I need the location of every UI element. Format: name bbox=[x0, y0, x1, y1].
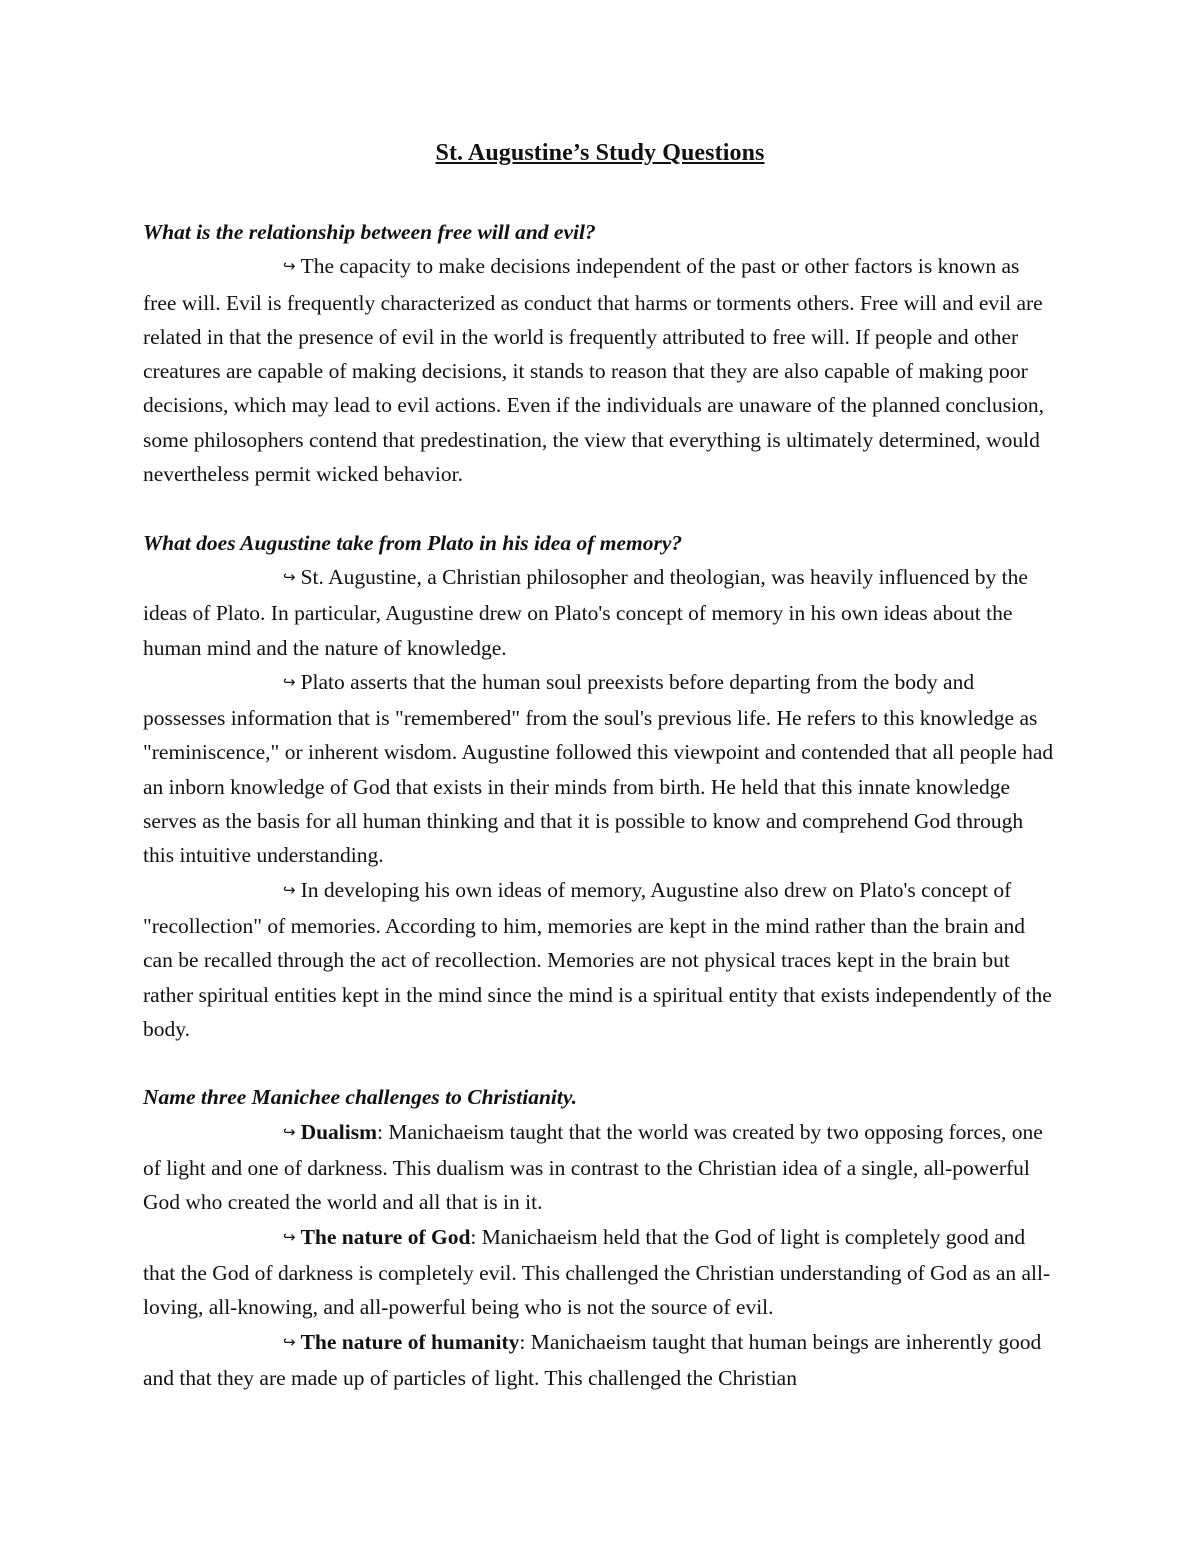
answer-3-3-text: : Manichaeism taught that human beings are inherently good and that they are made up of particles of light. This challenged the Christian bbox=[143, 1329, 1042, 1390]
answer-1-text: The capacity to make decisions independent of the past or other factors is known as free will. Evil is frequently characterized as conduct that harms or torments others. Free will and evil are related in that the presence of evil in the world is frequently attributed to free will. If people and other creatures are capable of making decisions, it stands to reason that they are also capable of making poor decisions, which may lead to evil actions. Even if the individuals are unaware of the planned conclusion, some philosophers contend that predestination, the view that everything is ultimately determined, would nevertheless permit wicked behavior. bbox=[143, 254, 1044, 487]
answer-2-2-text: Plato asserts that the human soul preexists before departing from the body and possesses information that is "remembered" from the soul's previous life. He refers to this knowledge as "reminiscence," or inherent wisdom. Augustine followed this viewpoint and contended that all people had an inborn knowledge of God that exists in their minds from birth. He held that this innate knowledge serves as the basis for all human thinking and that it is possible to know and comprehend God through this intuitive understanding. bbox=[143, 669, 1054, 868]
question-3: Name three Manichee challenges to Christianity. bbox=[143, 1085, 577, 1110]
answer-1 bbox=[143, 249, 1057, 491]
answer-3-1-term: Dualism bbox=[300, 1119, 378, 1144]
arrow-icon: ↪ bbox=[283, 1332, 296, 1351]
answer-3-1 bbox=[143, 1115, 1057, 1220]
answer-2-1-text: St. Augustine, a Christian philosopher and theologian, was heavily influenced by the ideas of Plato. In particular, Augustine drew on Plato's concept of memory in his own ideas about the human mind and the nature of knowledge. bbox=[143, 564, 1028, 660]
answer-3-1-text: : Manichaeism taught that the world was created by two opposing forces, one of light and one of darkness. This dualism was in contrast to the Christian idea of a single, all-powerful God who created the world and all that is in it. bbox=[143, 1119, 1043, 1215]
question-1: What is the relationship between free will and evil? bbox=[143, 220, 596, 244]
answer-2-3 bbox=[143, 873, 1057, 1046]
answer-3-3 bbox=[143, 1325, 1057, 1396]
arrow-icon: ↪ bbox=[283, 567, 296, 586]
arrow-icon: ↪ bbox=[283, 672, 296, 691]
arrow-icon: ↪ bbox=[283, 1122, 296, 1141]
arrow-icon: ↪ bbox=[283, 1227, 296, 1246]
answer-3-2-term: The nature of God bbox=[300, 1224, 471, 1249]
answer-3-2-text: : Manichaeism held that the God of light is completely good and that the God of darkness is completely evil. This challenged the Christian understanding of God as an all-loving, all-knowing, and all-powerful being who is not the source of evil. bbox=[143, 1224, 1051, 1320]
answer-3-3-term: The nature of humanity bbox=[300, 1329, 520, 1354]
question-2: What does Augustine take from Plato in his idea of memory? bbox=[143, 530, 683, 555]
arrow-icon: ↪ bbox=[283, 257, 296, 276]
arrow-icon: ↪ bbox=[283, 880, 296, 899]
answer-2-3-text: In developing his own ideas of memory, Augustine also drew on Plato's concept of "recollection" of memories. According to him, memories are kept in the mind rather than the brain and can be recalled through the act of recollection. Memories are not physical traces kept in the brain but rather spiritual entities kept in the mind since the mind is a spiritual entity that exists independently of the body. bbox=[143, 877, 1052, 1041]
page-title: St. Augustine’s Study Questions bbox=[435, 140, 765, 166]
answer-2-2 bbox=[143, 665, 1057, 873]
document-body bbox=[143, 215, 1057, 1395]
answer-3-2 bbox=[143, 1220, 1057, 1325]
answer-2-1 bbox=[143, 560, 1057, 665]
